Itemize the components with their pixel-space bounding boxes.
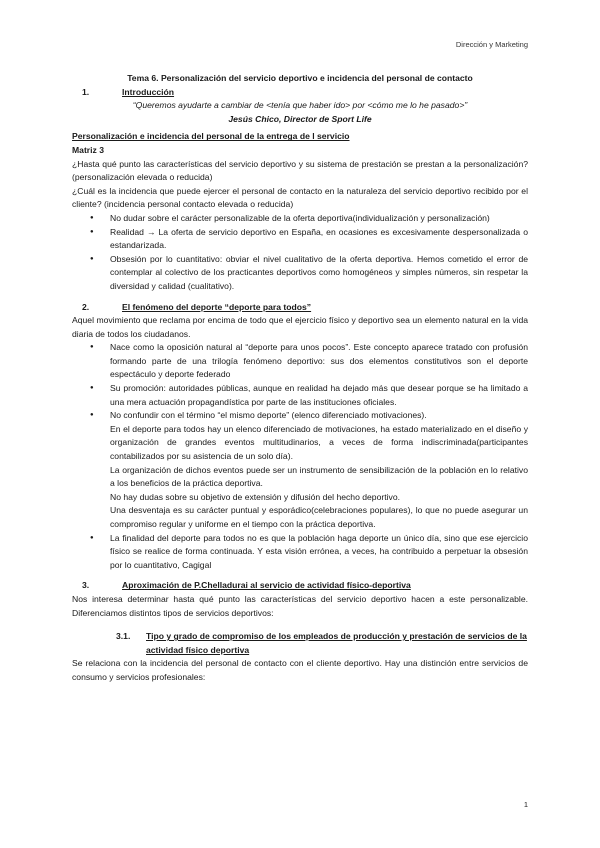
- paragraph: La organización de dichos eventos puede ser un instrumento de sensibilización de la población en lo relativo a los beneficios de la práctica deportiva.: [110, 464, 528, 489]
- section-1-title: Introducción: [122, 86, 175, 97]
- subsection-text: Se relaciona con la incidencia del personal de contacto con el cliente deportivo. Hay una distinción entre servicios de consumo y servicios profesionales:: [72, 658, 528, 682]
- list-item: ● Realidad → La oferta de servicio deportivo en España, en ocasiones es excesivamente despersonalizada o estandarizada.: [110, 226, 528, 253]
- list-item: ● No confundir con el término “el mismo deporte” (elenco diferenciado motivaciones).: [110, 409, 528, 423]
- section-2-number: 2.: [82, 301, 90, 312]
- subsection-number: 3.1.: [116, 631, 131, 642]
- section-1-heading: [72, 86, 528, 100]
- section-1-number: 1.: [82, 86, 90, 97]
- quote-author: Jesús Chico, Director de Sport Life: [228, 113, 372, 124]
- section-3-intro: Nos interesa determinar hasta qué punto las características del servicio deportivo hacen a este personalizable. Diferenciamos distintos tipos de servicios deportivos:: [72, 593, 528, 618]
- section-3-title: Aproximación de P.Chelladurai al servicio de actividad físico-deportiva: [122, 580, 411, 591]
- paragraph: No hay dudas sobre su objetivo de extensión y difusión del hecho deportivo.: [110, 491, 400, 502]
- list-item: ● La finalidad del deporte para todos no es que la población haga deporte un único día, sino que ese ejercicio físico se realice de forma continuada. Y esta visión errónea, a veces, ha contribuido a perpetuar la obsesión por lo cuantitativo, Cagigal: [110, 532, 528, 573]
- matrix-label: Matriz 3: [72, 144, 104, 155]
- list-item: ● No dudar sobre el carácter personalizable de la oferta deportiva(individualización y personalización): [110, 212, 528, 226]
- paragraph: Una desventaja es su carácter puntual y esporádico(celebraciones populares), lo que no puede asegurar un compromiso regular y uniforme en el tiempo con la práctica deportiva.: [110, 505, 528, 529]
- page-number: 1: [523, 800, 528, 809]
- list-item: ● Su promoción: autoridades públicas, aunque en realidad ha dejado más que desear porque se ha limitado a una mera actuación propagandística por parte de las instituciones oficiales.: [110, 382, 528, 409]
- intro-quote: “Queremos ayudarte a cambiar de <tenía que haber ido> por <cómo me lo he pasado>”: [132, 100, 468, 111]
- list-item: ● Nace como la oposición natural al “deporte para unos pocos”. Este concepto aparece tratado con profusión formando parte de una trilogía fenómeno deportivo: sus dos elementos constitutivos son el deporte espectáculo y deporte federado: [110, 341, 528, 382]
- page-content: [72, 72, 528, 685]
- section-2-final-bullet: [72, 532, 528, 573]
- section-2-intro: Aquel movimiento que reclama por encima de todo que el ejercicio físico y deportivo sea un elemento natural en la vida diaria de todos los ciudadanos.: [72, 315, 528, 339]
- document-title: Tema 6. Personalización del servicio deportivo e incidencia del personal de contacto: [127, 73, 473, 83]
- section-2-heading: [72, 301, 528, 315]
- paragraph: En el deporte para todos hay un elenco diferenciado de motivaciones, ha estado materializado en el diseño y organización de grandes eventos multitudinarios, a veces de forma indiscriminada(participantes contabilizados por su asistencia de un solo día).: [110, 423, 528, 462]
- running-header: Dirección y Marketing: [455, 40, 528, 49]
- question-2: ¿Cuál es la incidencia que puede ejercer el personal de contacto en la naturaleza del servicio deportivo recibido por el cliente? (incidencia personal contacto elevada o reducida): [72, 185, 528, 210]
- subsection-title: Tipo y grado de compromiso de los empleados de producción y prestación de servicios de la actividad físico deportiva: [146, 631, 527, 655]
- list-item: ● Obsesión por lo cuantitativo: obviar el nivel cualitativo de la oferta deportiva. Hemos cometido el error de contemplar al colectivo de los practicantes deportivos como homogéneos y simples números, sin respetar la diversidad y calidad (cualitativo).: [110, 253, 528, 294]
- section-3-heading: [72, 579, 528, 593]
- personalization-heading: Personalización e incidencia del personal de la entrega de l servicio: [72, 131, 350, 142]
- question-1: ¿Hasta qué punto las características del servicio deportivo y su sistema de prestación se prestan a la personalización?(personalización elevada o reducida): [72, 158, 528, 183]
- section-2-title: El fenómeno del deporte “deporte para todos”: [122, 301, 312, 312]
- section-3-number: 3.: [82, 580, 90, 591]
- personalization-bullets: [72, 212, 528, 294]
- section-2-bullets: [72, 341, 528, 423]
- subsection-3-1-heading: [72, 630, 528, 657]
